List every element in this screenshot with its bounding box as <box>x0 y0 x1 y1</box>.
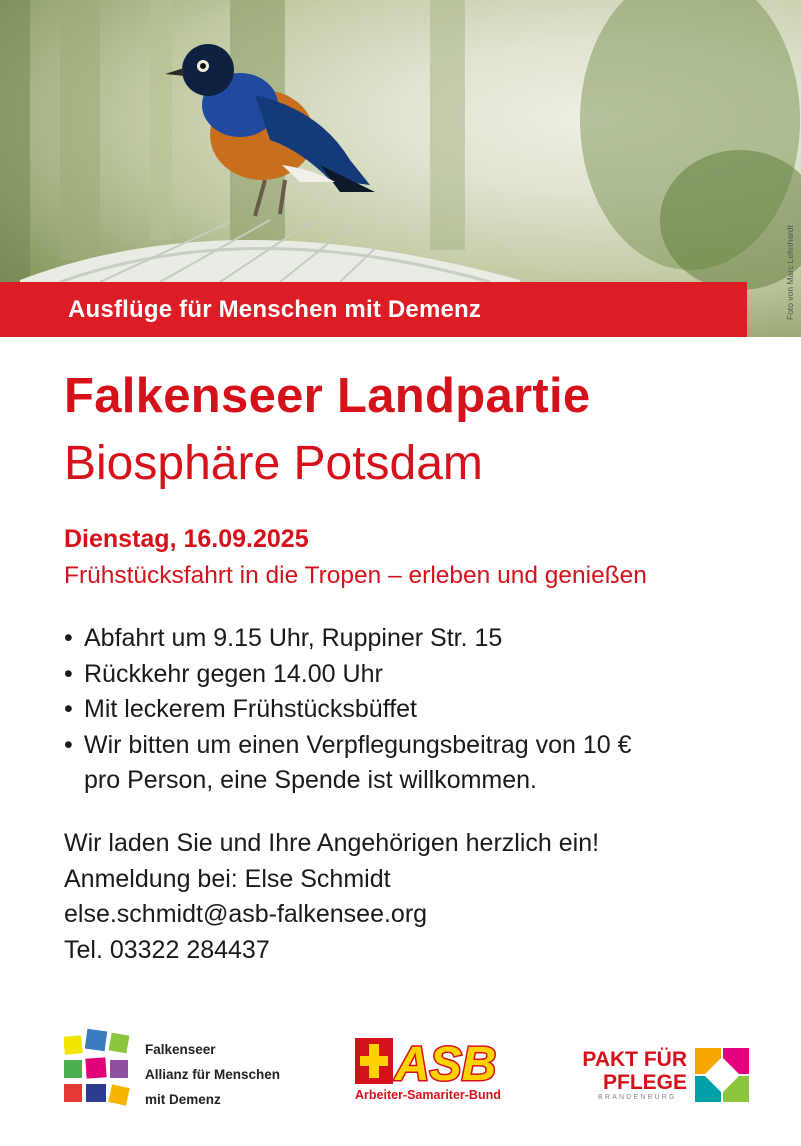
photo-credit: Foto von Marc Lehnhardt <box>785 225 795 320</box>
list-item-continuation: pro Person, eine Spende ist willkommen. <box>84 766 538 794</box>
list-item: • Mit leckerem Frühstücksbüffet <box>64 692 632 728</box>
asb-mark: ASB <box>395 1038 497 1091</box>
list-item: • Abfahrt um 9.15 Uhr, Ruppiner Str. 15 <box>64 621 632 657</box>
list-item: • Wir bitten um einen Verpflegungsbeitrag von 10 € <box>64 728 632 764</box>
event-subtitle: Frühstücksfahrt in die Tropen – erleben und genießen <box>64 562 647 589</box>
invite-text: Wir laden Sie und Ihre Angehörigen herzlich ein! <box>64 829 600 857</box>
contact-phone[interactable]: Tel. 03322 284437 <box>64 935 270 964</box>
title-sub: Biosphäre Potsdam <box>64 437 483 490</box>
pakt-subtitle: BRANDENBURG <box>598 1094 677 1101</box>
event-date: Dienstag, 16.09.2025 <box>64 525 309 553</box>
title-main: Falkenseer Landpartie <box>64 369 591 423</box>
pakt-logo-text <box>575 1048 687 1094</box>
contact-email[interactable]: else.schmidt@asb-falkensee.org <box>64 900 428 928</box>
alliance-line3: mit Demenz <box>145 1092 221 1107</box>
invitation <box>64 826 599 968</box>
alliance-line2: Allianz für Menschen <box>145 1067 281 1082</box>
alliance-logo-text <box>145 1037 280 1112</box>
pakt-line1: PAKT FÜR <box>582 1048 687 1071</box>
pakt-logo-icon <box>695 1048 749 1102</box>
contact-person: Anmeldung bei: Else Schmidt <box>64 864 391 893</box>
details-list <box>64 621 632 763</box>
banner-text: Ausflüge für Menschen mit Demenz <box>68 296 482 323</box>
alliance-line1: Falkenseer <box>145 1042 216 1057</box>
asb-subtitle: Arbeiter-Samariter-Bund <box>355 1088 501 1102</box>
list-item: • Rückkehr gegen 14.00 Uhr <box>64 657 632 693</box>
pakt-line2: PFLEGE <box>602 1071 687 1094</box>
